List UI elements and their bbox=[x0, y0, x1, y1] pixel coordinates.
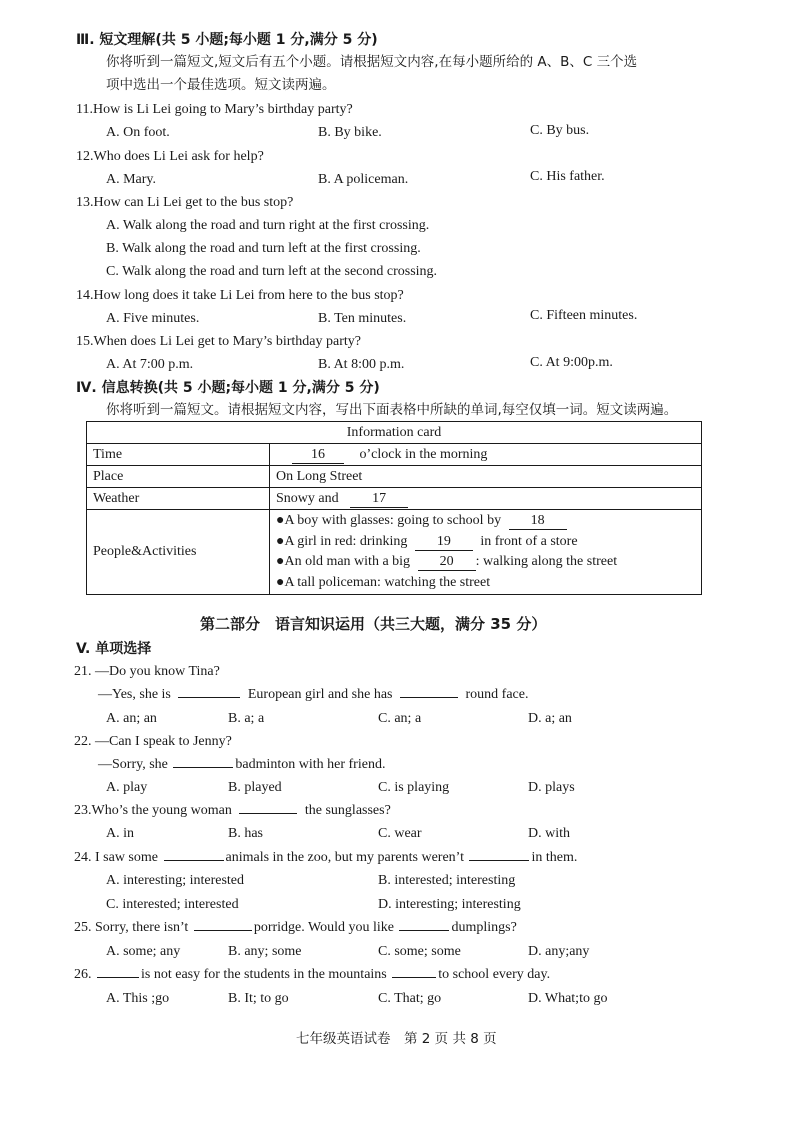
q26-option-d: D. What;to go bbox=[528, 991, 608, 1006]
q25-option-b: B. any; some bbox=[228, 944, 302, 959]
time-label: Time bbox=[87, 444, 270, 466]
q13-option-a: A. Walk along the road and turn right at the first crossing. bbox=[106, 218, 430, 233]
section-3-instructions-line2: 项中选出一个最佳选项。短文读两遍。 bbox=[106, 77, 336, 93]
q23-blank bbox=[239, 813, 297, 814]
activity-2-text: ●A girl in red: drinking bbox=[276, 533, 408, 549]
blank-18: 18 bbox=[509, 513, 567, 530]
table-header: Information card bbox=[87, 422, 702, 444]
q13-option-b: B. Walk along the road and turn left at the first crossing. bbox=[106, 241, 421, 256]
q22-text-b: badminton with her friend. bbox=[235, 757, 386, 772]
q25-blank-2 bbox=[399, 930, 449, 931]
activity-2 bbox=[276, 532, 695, 553]
section-3-instructions-line1: 你将听到一篇短文,短文后有五个小题。请根据短文内容,在每小题所给的 A、B、C 三个选 bbox=[106, 54, 638, 70]
q11-option-c: C. By bus. bbox=[530, 123, 590, 138]
q23-option-d: D. with bbox=[528, 826, 570, 841]
question-24 bbox=[74, 849, 577, 867]
blank-17: 17 bbox=[350, 491, 408, 508]
q26-option-b: B. It; to go bbox=[228, 991, 289, 1006]
q23-option-a: A. in bbox=[106, 826, 134, 841]
section-5-title: V. 单项选择 bbox=[76, 641, 152, 657]
section-4-instructions: 你将听到一篇短文。请根据短文内容，写出下面表格中所缺的单词,每空仅填一词。短文读两遍。 bbox=[106, 402, 678, 418]
q11-option-b: B. By bike. bbox=[318, 125, 382, 140]
question-14: 14.How long does it take Li Lei from here to the bus stop? bbox=[76, 288, 404, 303]
q26-blank-2 bbox=[392, 977, 436, 978]
question-15: 15.When does Li Lei get to Mary’s birthday party? bbox=[76, 334, 361, 349]
part-2-title: 第二部分 语言知识运用（共三大题，满分 35 分） bbox=[200, 615, 547, 633]
q24-option-b: B. interested; interesting bbox=[378, 873, 516, 888]
weather-label: Weather bbox=[87, 488, 270, 510]
question-11: 11.How is Li Lei going to Mary’s birthday party? bbox=[76, 102, 353, 117]
activity-1 bbox=[276, 511, 695, 532]
question-26 bbox=[74, 966, 550, 984]
q24-text-a: 24. I saw some bbox=[74, 850, 158, 865]
q21-blank-1 bbox=[178, 697, 240, 698]
q26-blank-1 bbox=[97, 977, 139, 978]
q26-option-a: A. This ;go bbox=[106, 991, 170, 1006]
table-row-people bbox=[87, 510, 702, 595]
q11-option-a: A. On foot. bbox=[106, 125, 170, 140]
question-21-line2 bbox=[98, 686, 528, 704]
q26-option-c: C. That; go bbox=[378, 991, 442, 1006]
q13-option-c: C. Walk along the road and turn left at the second crossing. bbox=[106, 264, 438, 279]
question-13: 13.How can Li Lei get to the bus stop? bbox=[76, 195, 294, 210]
q24-text-b: animals in the zoo, but my parents weren’t bbox=[225, 850, 464, 865]
place-value: On Long Street bbox=[270, 466, 702, 488]
time-rest: o’clock in the morning bbox=[359, 446, 488, 462]
people-activities bbox=[270, 510, 702, 595]
q21-text-b: European girl and she has bbox=[247, 687, 393, 702]
q25-option-c: C. some; some bbox=[378, 944, 461, 959]
q23-text-a: 23.Who’s the young woman bbox=[74, 803, 232, 818]
table-row-place bbox=[87, 466, 702, 488]
information-card-table bbox=[86, 421, 702, 595]
q25-option-a: A. some; any bbox=[106, 944, 181, 959]
q25-text-b: porridge. Would you like bbox=[253, 920, 394, 935]
activity-4: ●A tall policeman: watching the street bbox=[276, 574, 491, 590]
question-22-line2 bbox=[98, 756, 385, 774]
place-label: Place bbox=[87, 466, 270, 488]
q23-option-b: B. has bbox=[228, 826, 263, 841]
weather-pre: Snowy and bbox=[276, 490, 339, 506]
blank-19: 19 bbox=[415, 534, 473, 551]
q22-option-a: A. play bbox=[106, 780, 148, 795]
q22-option-d: D. plays bbox=[528, 780, 575, 795]
q21-option-a: A. an; an bbox=[106, 711, 157, 726]
q15-option-a: A. At 7:00 p.m. bbox=[106, 357, 194, 372]
question-22-line1: 22. —Can I speak to Jenny? bbox=[74, 734, 232, 749]
q22-blank bbox=[173, 767, 233, 768]
table-row-time bbox=[87, 444, 702, 466]
q25-blank-1 bbox=[194, 930, 252, 931]
q24-blank-1 bbox=[164, 860, 224, 861]
q24-blank-2 bbox=[469, 860, 529, 861]
q14-option-b: B. Ten minutes. bbox=[318, 311, 407, 326]
activity-3 bbox=[276, 552, 695, 573]
q12-option-c: C. His father. bbox=[530, 169, 605, 184]
time-value bbox=[270, 444, 702, 466]
q21-text-a: —Yes, she is bbox=[98, 687, 171, 702]
table-row-weather bbox=[87, 488, 702, 510]
q26-text-b: is not easy for the students in the mountains bbox=[141, 967, 387, 982]
q22-text-a: —Sorry, she bbox=[98, 757, 168, 772]
q12-option-a: A. Mary. bbox=[106, 172, 157, 187]
question-25 bbox=[74, 919, 517, 937]
q24-option-c: C. interested; interested bbox=[106, 897, 239, 912]
question-12: 12.Who does Li Lei ask for help? bbox=[76, 149, 264, 164]
q25-text-c: dumplings? bbox=[451, 920, 517, 935]
blank-16: 16 bbox=[292, 447, 344, 464]
q21-blank-2 bbox=[400, 697, 458, 698]
activity-1-text: ●A boy with glasses: going to school by bbox=[276, 513, 502, 528]
q12-option-b: B. A policeman. bbox=[318, 172, 409, 187]
q22-option-c: C. is playing bbox=[378, 780, 450, 795]
q24-option-d: D. interesting; interesting bbox=[378, 897, 521, 912]
q24-text-c: in them. bbox=[531, 850, 578, 865]
activity-3-tail: : walking along the street bbox=[475, 554, 618, 569]
section-3-title: Ⅲ. 短文理解(共 5 小题;每小题 1 分,满分 5 分) bbox=[76, 32, 378, 48]
q14-option-c: C. Fifteen minutes. bbox=[530, 308, 638, 323]
q15-option-c: C. At 9:00p.m. bbox=[530, 355, 613, 370]
q21-option-b: B. a; a bbox=[228, 711, 265, 726]
q15-option-b: B. At 8:00 p.m. bbox=[318, 357, 405, 372]
q23-text-b: the sunglasses? bbox=[304, 803, 391, 818]
people-label: People&Activities bbox=[87, 510, 270, 595]
section-4-title: Ⅳ. 信息转换(共 5 小题;每小题 1 分,满分 5 分) bbox=[76, 380, 380, 396]
weather-value bbox=[270, 488, 702, 510]
q22-option-b: B. played bbox=[228, 780, 282, 795]
q23-option-c: C. wear bbox=[378, 826, 422, 841]
q24-option-a: A. interesting; interested bbox=[106, 873, 245, 888]
activity-3-text: ●An old man with a big bbox=[276, 554, 411, 569]
blank-20: 20 bbox=[418, 554, 476, 571]
activity-2-tail: in front of a store bbox=[480, 533, 578, 549]
q21-option-d: D. a; an bbox=[528, 711, 572, 726]
page-footer: 七年级英语试卷 第 2 页 共 8 页 bbox=[296, 1031, 497, 1047]
q26-text-c: to school every day. bbox=[438, 967, 551, 982]
q26-text-a: 26. bbox=[74, 967, 92, 982]
q14-option-a: A. Five minutes. bbox=[106, 311, 200, 326]
question-21-line1: 21. —Do you know Tina? bbox=[74, 664, 220, 679]
q25-option-d: D. any;any bbox=[528, 944, 590, 959]
q21-text-c: round face. bbox=[465, 687, 529, 702]
q21-option-c: C. an; a bbox=[378, 711, 422, 726]
q25-text-a: 25. Sorry, there isn’t bbox=[74, 920, 189, 935]
question-23 bbox=[74, 802, 391, 820]
